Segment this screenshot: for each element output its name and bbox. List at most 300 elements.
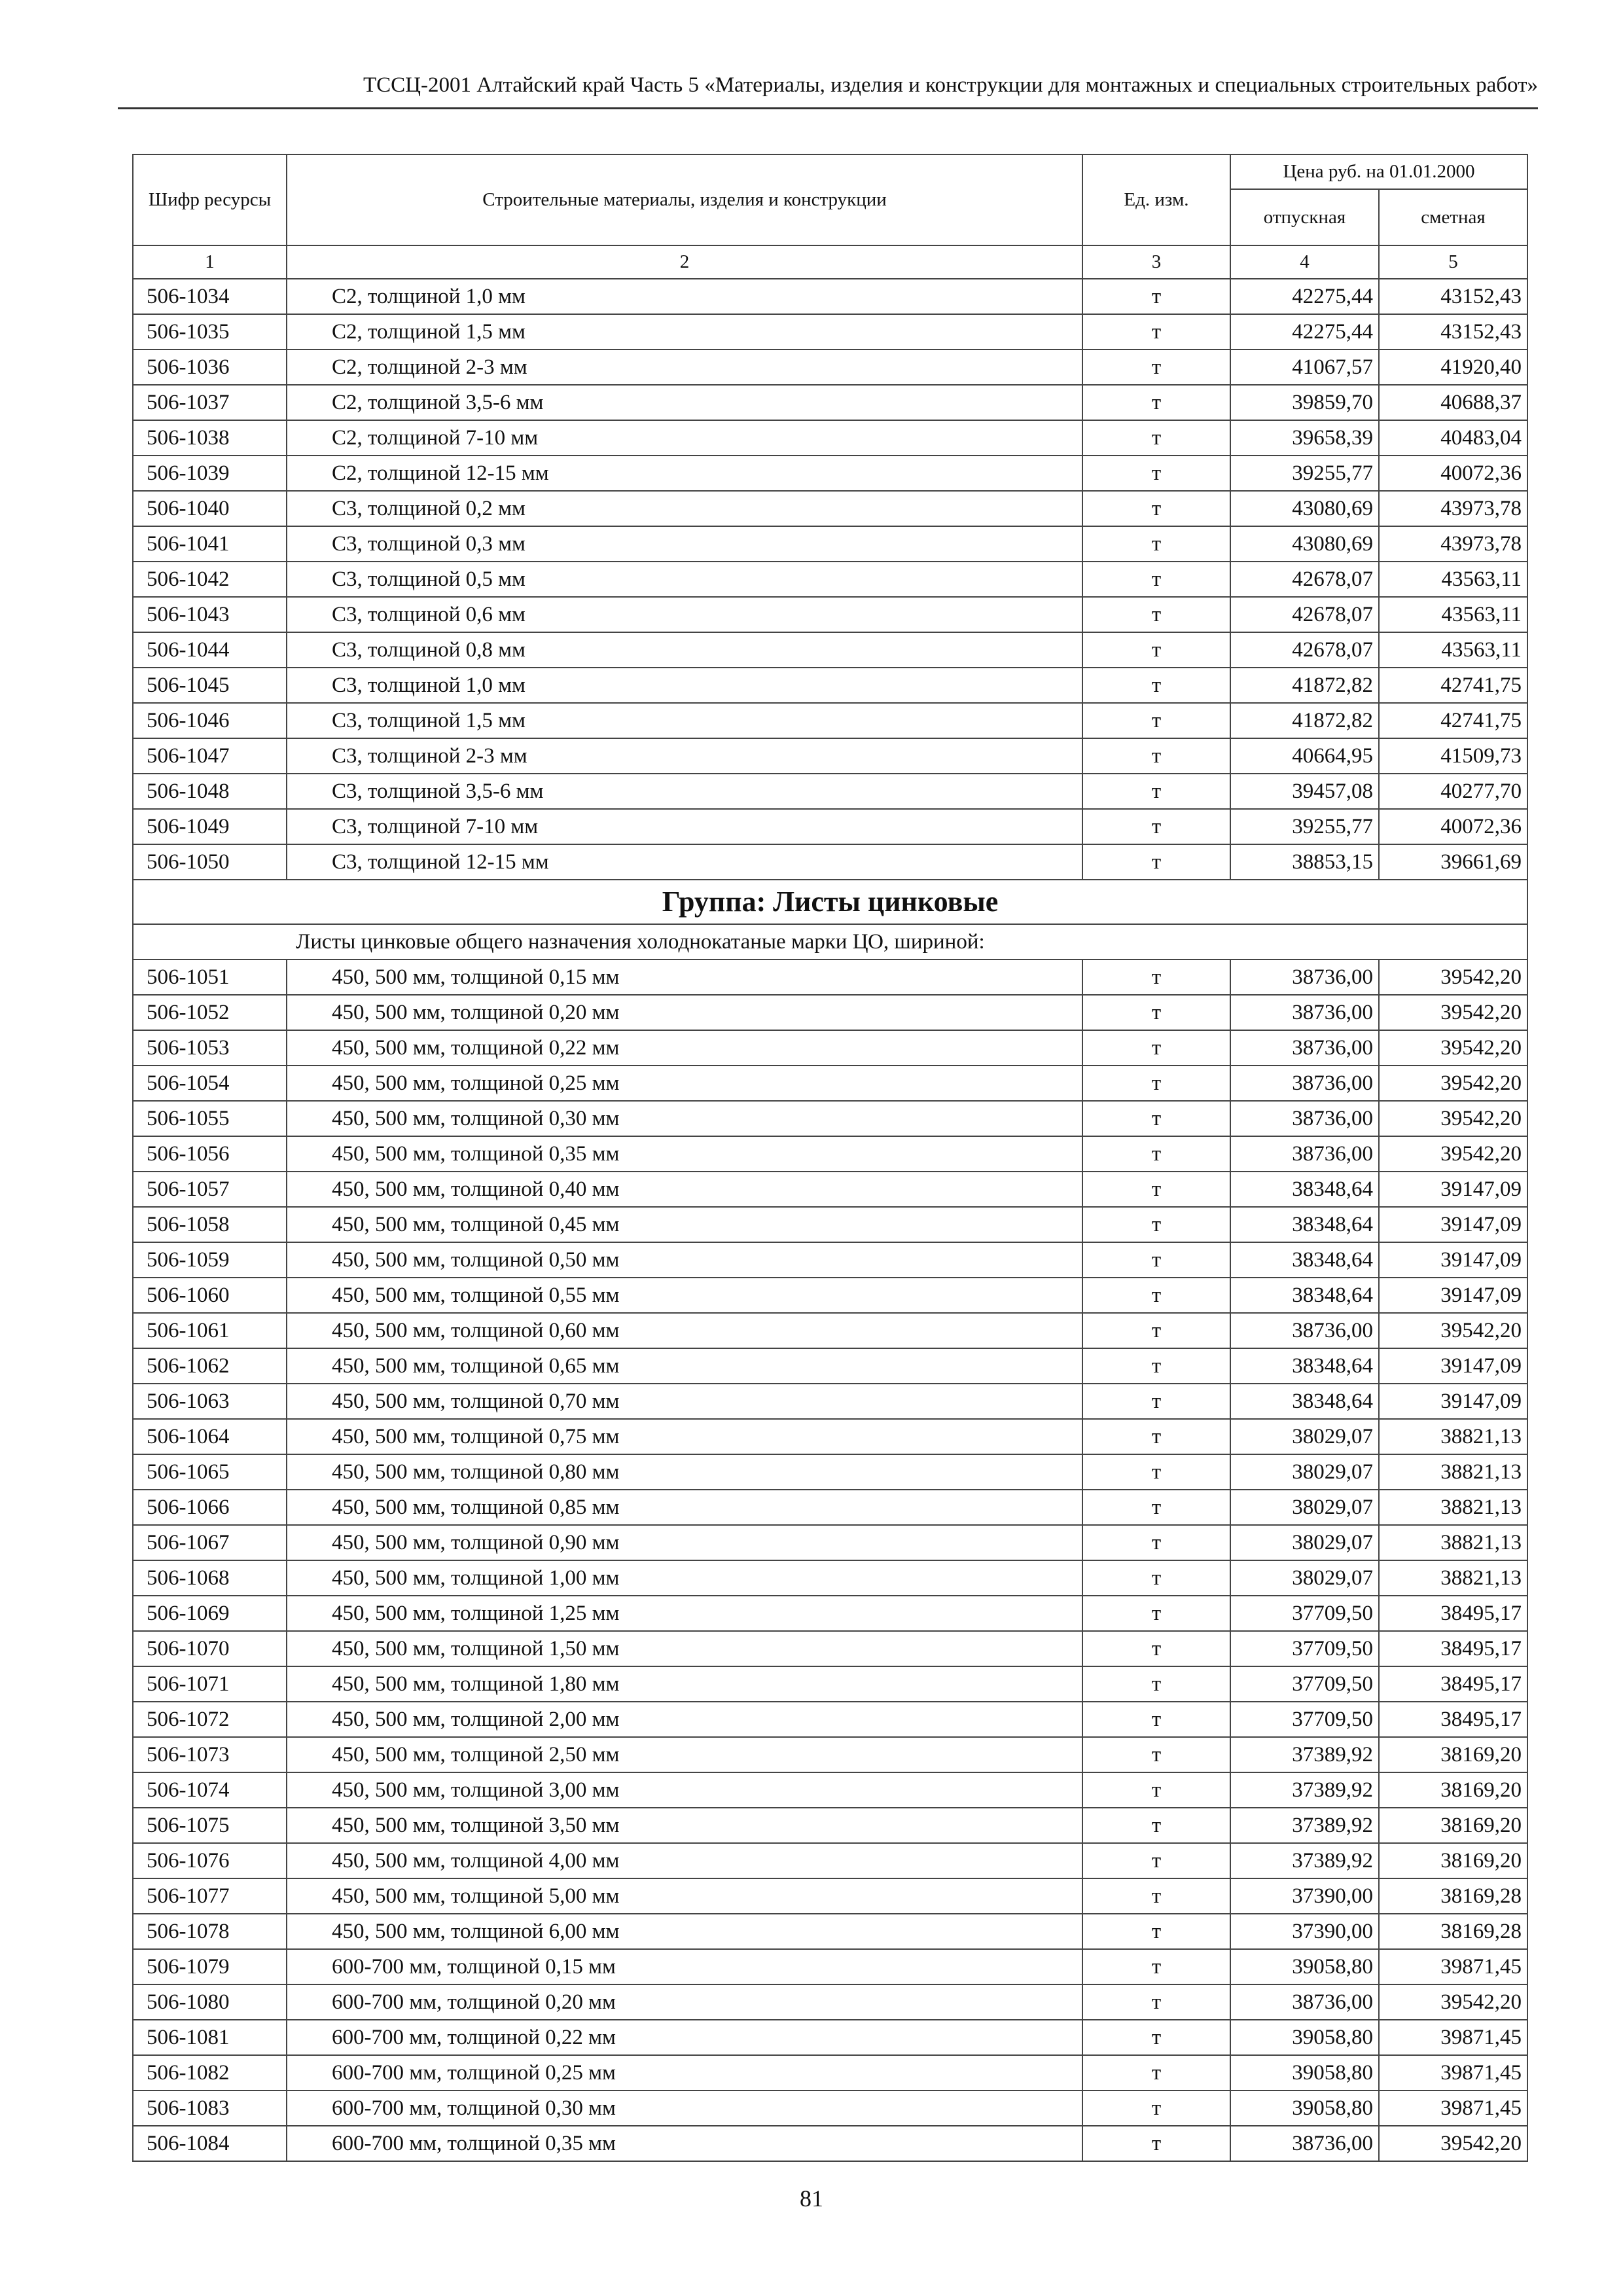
estimate-price: 39542,20: [1379, 1066, 1527, 1101]
table-row: [133, 1666, 1527, 1702]
estimate-price: 38821,13: [1379, 1490, 1527, 1525]
unit-of-measure: т: [1082, 1242, 1230, 1278]
release-price: 43080,69: [1230, 491, 1379, 526]
release-price: 42678,07: [1230, 632, 1379, 668]
unit-of-measure: т: [1082, 491, 1230, 526]
table-row: [133, 385, 1527, 420]
resource-code: 506-1053: [133, 1030, 287, 1066]
table-row: [133, 1772, 1527, 1808]
material-name: 600-700 мм, толщиной 0,15 мм: [287, 1949, 1082, 1984]
table-row: [133, 279, 1527, 314]
table-row: [133, 1136, 1527, 1172]
unit-of-measure: т: [1082, 562, 1230, 597]
release-price: 38029,07: [1230, 1490, 1379, 1525]
material-name: С3, толщиной 0,8 мм: [287, 632, 1082, 668]
resource-code: 506-1054: [133, 1066, 287, 1101]
unit-of-measure: т: [1082, 1984, 1230, 2020]
estimate-price: 38495,17: [1379, 1596, 1527, 1631]
estimate-price: 40483,04: [1379, 420, 1527, 456]
estimate-price: 39147,09: [1379, 1278, 1527, 1313]
estimate-price: 43152,43: [1379, 279, 1527, 314]
resource-code: 506-1069: [133, 1596, 287, 1631]
unit-of-measure: т: [1082, 1066, 1230, 1101]
table-row: [133, 314, 1527, 350]
resource-code: 506-1056: [133, 1136, 287, 1172]
table-row: [133, 1313, 1527, 1348]
unit-of-measure: т: [1082, 1454, 1230, 1490]
unit-of-measure: т: [1082, 1525, 1230, 1560]
estimate-price: 38169,28: [1379, 1878, 1527, 1914]
release-price: 37389,92: [1230, 1843, 1379, 1878]
resource-code: 506-1068: [133, 1560, 287, 1596]
release-price: 38348,64: [1230, 1384, 1379, 1419]
release-price: 38853,15: [1230, 844, 1379, 880]
group-title: Группа: Листы цинковые: [133, 880, 1527, 924]
release-price: 38736,00: [1230, 1313, 1379, 1348]
estimate-price: 38821,13: [1379, 1525, 1527, 1560]
release-price: 37389,92: [1230, 1737, 1379, 1772]
release-price: 37390,00: [1230, 1878, 1379, 1914]
unit-of-measure: т: [1082, 1666, 1230, 1702]
resource-code: 506-1060: [133, 1278, 287, 1313]
estimate-price: 39147,09: [1379, 1348, 1527, 1384]
resource-code: 506-1079: [133, 1949, 287, 1984]
unit-of-measure: т: [1082, 2126, 1230, 2161]
unit-of-measure: т: [1082, 1808, 1230, 1843]
resource-code: 506-1074: [133, 1772, 287, 1808]
release-price: 38029,07: [1230, 1560, 1379, 1596]
material-name: 600-700 мм, толщиной 0,35 мм: [287, 2126, 1082, 2161]
unit-of-measure: т: [1082, 1949, 1230, 1984]
release-price: 38029,07: [1230, 1454, 1379, 1490]
release-price: 37389,92: [1230, 1808, 1379, 1843]
estimate-price: 38495,17: [1379, 1702, 1527, 1737]
release-price: 38348,64: [1230, 1348, 1379, 1384]
release-price: 37390,00: [1230, 1914, 1379, 1949]
release-price: 40664,95: [1230, 738, 1379, 774]
material-name: С2, толщиной 3,5-6 мм: [287, 385, 1082, 420]
table-row: [133, 1207, 1527, 1242]
release-price: 38736,00: [1230, 1136, 1379, 1172]
table-row: [133, 2020, 1527, 2055]
unit-of-measure: т: [1082, 350, 1230, 385]
material-name: 450, 500 мм, толщиной 0,35 мм: [287, 1136, 1082, 1172]
release-price: 42275,44: [1230, 279, 1379, 314]
material-name: 450, 500 мм, толщиной 4,00 мм: [287, 1843, 1082, 1878]
material-name: С3, толщиной 12-15 мм: [287, 844, 1082, 880]
resource-code: 506-1037: [133, 385, 287, 420]
table-row: [133, 526, 1527, 562]
estimate-price: 39147,09: [1379, 1242, 1527, 1278]
material-name: 450, 500 мм, толщиной 2,00 мм: [287, 1702, 1082, 1737]
table-row: [133, 809, 1527, 844]
unit-of-measure: т: [1082, 1384, 1230, 1419]
column-number: 1: [133, 245, 287, 279]
estimate-price: 42741,75: [1379, 668, 1527, 703]
unit-of-measure: т: [1082, 1490, 1230, 1525]
material-name: 450, 500 мм, толщиной 1,25 мм: [287, 1596, 1082, 1631]
material-name: 450, 500 мм, толщиной 0,90 мм: [287, 1525, 1082, 1560]
release-price: 38348,64: [1230, 1278, 1379, 1313]
material-name: 600-700 мм, толщиной 0,20 мм: [287, 1984, 1082, 2020]
estimate-price: 39147,09: [1379, 1172, 1527, 1207]
material-name: С3, толщиной 0,2 мм: [287, 491, 1082, 526]
material-name: 450, 500 мм, толщиной 0,75 мм: [287, 1419, 1082, 1454]
material-name: 450, 500 мм, толщиной 0,60 мм: [287, 1313, 1082, 1348]
header-rule: [118, 107, 1538, 109]
release-price: 39255,77: [1230, 456, 1379, 491]
release-price: 41872,82: [1230, 703, 1379, 738]
material-name: С2, толщиной 12-15 мм: [287, 456, 1082, 491]
unit-of-measure: т: [1082, 2020, 1230, 2055]
estimate-price: 38821,13: [1379, 1560, 1527, 1596]
release-price: 39058,80: [1230, 2020, 1379, 2055]
release-price: 39058,80: [1230, 2055, 1379, 2090]
material-name: 450, 500 мм, толщиной 0,65 мм: [287, 1348, 1082, 1384]
estimate-price: 38169,20: [1379, 1808, 1527, 1843]
table-row: [133, 1172, 1527, 1207]
table-row: [133, 1242, 1527, 1278]
resource-code: 506-1082: [133, 2055, 287, 2090]
resource-code: 506-1044: [133, 632, 287, 668]
table-row: [133, 1030, 1527, 1066]
release-price: 39457,08: [1230, 774, 1379, 809]
header-unit: Ед. изм.: [1082, 154, 1230, 245]
estimate-price: 39871,45: [1379, 2055, 1527, 2090]
header-estimate-price: сметная: [1379, 189, 1527, 245]
release-price: 39859,70: [1230, 385, 1379, 420]
table-row: [133, 1525, 1527, 1560]
resource-code: 506-1059: [133, 1242, 287, 1278]
estimate-price: 38495,17: [1379, 1666, 1527, 1702]
header-code: Шифр ресурсы: [133, 154, 287, 245]
material-name: 450, 500 мм, толщиной 0,45 мм: [287, 1207, 1082, 1242]
resource-code: 506-1039: [133, 456, 287, 491]
release-price: 39255,77: [1230, 809, 1379, 844]
estimate-price: 38169,20: [1379, 1772, 1527, 1808]
release-price: 39058,80: [1230, 1949, 1379, 1984]
material-name: С3, толщиной 7-10 мм: [287, 809, 1082, 844]
release-price: 38736,00: [1230, 1984, 1379, 2020]
unit-of-measure: т: [1082, 1878, 1230, 1914]
resource-code: 506-1067: [133, 1525, 287, 1560]
table-row: [133, 1066, 1527, 1101]
table-row: [133, 1984, 1527, 2020]
table-row: [133, 1560, 1527, 1596]
estimate-price: 41509,73: [1379, 738, 1527, 774]
table-row: [133, 2090, 1527, 2126]
material-name: С3, толщиной 0,5 мм: [287, 562, 1082, 597]
release-price: 38736,00: [1230, 960, 1379, 995]
table-row: [133, 1384, 1527, 1419]
release-price: 42678,07: [1230, 562, 1379, 597]
resource-code: 506-1078: [133, 1914, 287, 1949]
resource-code: 506-1061: [133, 1313, 287, 1348]
material-name: 450, 500 мм, толщиной 1,80 мм: [287, 1666, 1082, 1702]
resource-code: 506-1055: [133, 1101, 287, 1136]
resource-code: 506-1080: [133, 1984, 287, 2020]
table-row: [133, 668, 1527, 703]
unit-of-measure: т: [1082, 1030, 1230, 1066]
table-row: [133, 1949, 1527, 1984]
material-name: 450, 500 мм, толщиной 0,15 мм: [287, 960, 1082, 995]
unit-of-measure: т: [1082, 1207, 1230, 1242]
material-name: 450, 500 мм, толщиной 0,70 мм: [287, 1384, 1082, 1419]
estimate-price: 39542,20: [1379, 2126, 1527, 2161]
table-row: [133, 1348, 1527, 1384]
material-name: 450, 500 мм, толщиной 3,00 мм: [287, 1772, 1082, 1808]
release-price: 42275,44: [1230, 314, 1379, 350]
estimate-price: 38169,20: [1379, 1843, 1527, 1878]
unit-of-measure: т: [1082, 2090, 1230, 2126]
resource-code: 506-1076: [133, 1843, 287, 1878]
resource-code: 506-1045: [133, 668, 287, 703]
material-name: 450, 500 мм, толщиной 5,00 мм: [287, 1878, 1082, 1914]
release-price: 37709,50: [1230, 1631, 1379, 1666]
estimate-price: 43563,11: [1379, 632, 1527, 668]
estimate-price: 39542,20: [1379, 1136, 1527, 1172]
material-name: С3, толщиной 1,0 мм: [287, 668, 1082, 703]
resource-code: 506-1070: [133, 1631, 287, 1666]
resource-code: 506-1041: [133, 526, 287, 562]
estimate-price: 40072,36: [1379, 456, 1527, 491]
resource-code: 506-1049: [133, 809, 287, 844]
release-price: 41872,82: [1230, 668, 1379, 703]
estimate-price: 40072,36: [1379, 809, 1527, 844]
resource-code: 506-1062: [133, 1348, 287, 1384]
table-body-section-b: [133, 960, 1527, 2161]
column-numbers-row: [133, 245, 1527, 279]
unit-of-measure: т: [1082, 1702, 1230, 1737]
unit-of-measure: т: [1082, 1348, 1230, 1384]
material-name: 450, 500 мм, толщиной 0,22 мм: [287, 1030, 1082, 1066]
material-name: 450, 500 мм, толщиной 0,20 мм: [287, 995, 1082, 1030]
table-row: [133, 995, 1527, 1030]
material-name: 450, 500 мм, толщиной 1,50 мм: [287, 1631, 1082, 1666]
unit-of-measure: т: [1082, 995, 1230, 1030]
unit-of-measure: т: [1082, 844, 1230, 880]
estimate-price: 39871,45: [1379, 2090, 1527, 2126]
resource-code: 506-1038: [133, 420, 287, 456]
table-row: [133, 491, 1527, 526]
table-row: [133, 420, 1527, 456]
unit-of-measure: т: [1082, 279, 1230, 314]
column-number: 5: [1379, 245, 1527, 279]
table-row: [133, 1490, 1527, 1525]
estimate-price: 39147,09: [1379, 1207, 1527, 1242]
resource-code: 506-1058: [133, 1207, 287, 1242]
material-name: 450, 500 мм, толщиной 0,50 мм: [287, 1242, 1082, 1278]
material-name: 450, 500 мм, толщиной 0,40 мм: [287, 1172, 1082, 1207]
column-number: 2: [287, 245, 1082, 279]
table-row: [133, 844, 1527, 880]
release-price: 38736,00: [1230, 1066, 1379, 1101]
unit-of-measure: т: [1082, 738, 1230, 774]
estimate-price: 41920,40: [1379, 350, 1527, 385]
resource-code: 506-1040: [133, 491, 287, 526]
material-name: С2, толщиной 7-10 мм: [287, 420, 1082, 456]
release-price: 38736,00: [1230, 1101, 1379, 1136]
estimate-price: 38169,20: [1379, 1737, 1527, 1772]
estimate-price: 39542,20: [1379, 1984, 1527, 2020]
header-name: Строительные материалы, изделия и конструкции: [287, 154, 1082, 245]
release-price: 38348,64: [1230, 1207, 1379, 1242]
table-row: [133, 350, 1527, 385]
table-row: [133, 1419, 1527, 1454]
table-row: [133, 1843, 1527, 1878]
material-name: С3, толщиной 2-3 мм: [287, 738, 1082, 774]
material-name: 450, 500 мм, толщиной 0,85 мм: [287, 1490, 1082, 1525]
document-header-title: ТССЦ-2001 Алтайский край Часть 5 «Материалы, изделия и конструкции для монтажных и специальных строительных работ»: [363, 73, 1538, 97]
material-name: 450, 500 мм, толщиной 0,30 мм: [287, 1101, 1082, 1136]
resource-code: 506-1075: [133, 1808, 287, 1843]
estimate-price: 39542,20: [1379, 960, 1527, 995]
material-name: 600-700 мм, толщиной 0,25 мм: [287, 2055, 1082, 2090]
table-row: [133, 1454, 1527, 1490]
table-row: [133, 456, 1527, 491]
resource-code: 506-1048: [133, 774, 287, 809]
release-price: 43080,69: [1230, 526, 1379, 562]
unit-of-measure: т: [1082, 420, 1230, 456]
table-row: [133, 738, 1527, 774]
release-price: 38029,07: [1230, 1525, 1379, 1560]
column-number: 4: [1230, 245, 1379, 279]
resource-code: 506-1042: [133, 562, 287, 597]
resource-code: 506-1036: [133, 350, 287, 385]
estimate-price: 38821,13: [1379, 1419, 1527, 1454]
estimate-price: 39147,09: [1379, 1384, 1527, 1419]
estimate-price: 38169,28: [1379, 1914, 1527, 1949]
unit-of-measure: т: [1082, 314, 1230, 350]
resource-code: 506-1083: [133, 2090, 287, 2126]
estimate-price: 43973,78: [1379, 526, 1527, 562]
unit-of-measure: т: [1082, 1596, 1230, 1631]
unit-of-measure: т: [1082, 960, 1230, 995]
release-price: 37389,92: [1230, 1772, 1379, 1808]
table-row: [133, 1631, 1527, 1666]
material-name: С3, толщиной 1,5 мм: [287, 703, 1082, 738]
estimate-price: 43973,78: [1379, 491, 1527, 526]
unit-of-measure: т: [1082, 1737, 1230, 1772]
release-price: 38348,64: [1230, 1242, 1379, 1278]
resource-code: 506-1072: [133, 1702, 287, 1737]
resource-code: 506-1051: [133, 960, 287, 995]
header-price: Цена руб. на 01.01.2000: [1230, 154, 1527, 189]
estimate-price: 39871,45: [1379, 2020, 1527, 2055]
table-row: [133, 2126, 1527, 2161]
unit-of-measure: т: [1082, 632, 1230, 668]
release-price: 37709,50: [1230, 1702, 1379, 1737]
material-name: 450, 500 мм, толщиной 1,00 мм: [287, 1560, 1082, 1596]
table-row: [133, 1278, 1527, 1313]
table-row: [133, 2055, 1527, 2090]
resource-code: 506-1073: [133, 1737, 287, 1772]
table-row: [133, 1702, 1527, 1737]
unit-of-measure: т: [1082, 456, 1230, 491]
estimate-price: 39542,20: [1379, 995, 1527, 1030]
table-row: [133, 960, 1527, 995]
material-name: 450, 500 мм, толщиной 2,50 мм: [287, 1737, 1082, 1772]
table-row: [133, 1808, 1527, 1843]
table-row: [133, 1596, 1527, 1631]
resource-code: 506-1063: [133, 1384, 287, 1419]
resource-code: 506-1052: [133, 995, 287, 1030]
material-name: С3, толщиной 3,5-6 мм: [287, 774, 1082, 809]
estimate-price: 39542,20: [1379, 1313, 1527, 1348]
resource-code: 506-1077: [133, 1878, 287, 1914]
unit-of-measure: т: [1082, 526, 1230, 562]
table-row: [133, 632, 1527, 668]
estimate-price: 40688,37: [1379, 385, 1527, 420]
unit-of-measure: т: [1082, 1843, 1230, 1878]
resource-code: 506-1057: [133, 1172, 287, 1207]
material-name: С2, толщиной 2-3 мм: [287, 350, 1082, 385]
price-table: [132, 154, 1528, 2162]
unit-of-measure: т: [1082, 809, 1230, 844]
unit-of-measure: т: [1082, 1101, 1230, 1136]
material-name: 600-700 мм, толщиной 0,22 мм: [287, 2020, 1082, 2055]
unit-of-measure: т: [1082, 1772, 1230, 1808]
estimate-price: 39871,45: [1379, 1949, 1527, 1984]
release-price: 38736,00: [1230, 2126, 1379, 2161]
table-row: [133, 1101, 1527, 1136]
estimate-price: 38495,17: [1379, 1631, 1527, 1666]
release-price: 37709,50: [1230, 1596, 1379, 1631]
material-name: С2, толщиной 1,0 мм: [287, 279, 1082, 314]
release-price: 42678,07: [1230, 597, 1379, 632]
table-row: [133, 774, 1527, 809]
release-price: 38736,00: [1230, 995, 1379, 1030]
unit-of-measure: т: [1082, 1560, 1230, 1596]
estimate-price: 40277,70: [1379, 774, 1527, 809]
unit-of-measure: т: [1082, 774, 1230, 809]
material-name: С3, толщиной 0,6 мм: [287, 597, 1082, 632]
resource-code: 506-1066: [133, 1490, 287, 1525]
unit-of-measure: т: [1082, 668, 1230, 703]
resource-code: 506-1081: [133, 2020, 287, 2055]
release-price: 39658,39: [1230, 420, 1379, 456]
material-name: 450, 500 мм, толщиной 0,55 мм: [287, 1278, 1082, 1313]
estimate-price: 43563,11: [1379, 597, 1527, 632]
header-release-price: отпускная: [1230, 189, 1379, 245]
group-section: [133, 880, 1527, 960]
material-name: 450, 500 мм, толщиной 3,50 мм: [287, 1808, 1082, 1843]
unit-of-measure: т: [1082, 1631, 1230, 1666]
material-name: 600-700 мм, толщиной 0,30 мм: [287, 2090, 1082, 2126]
resource-code: 506-1064: [133, 1419, 287, 1454]
estimate-price: 39661,69: [1379, 844, 1527, 880]
estimate-price: 38821,13: [1379, 1454, 1527, 1490]
resource-code: 506-1035: [133, 314, 287, 350]
release-price: 41067,57: [1230, 350, 1379, 385]
release-price: 38348,64: [1230, 1172, 1379, 1207]
material-name: С3, толщиной 0,3 мм: [287, 526, 1082, 562]
resource-code: 506-1084: [133, 2126, 287, 2161]
material-name: С2, толщиной 1,5 мм: [287, 314, 1082, 350]
resource-code: 506-1046: [133, 703, 287, 738]
estimate-price: 39542,20: [1379, 1101, 1527, 1136]
resource-code: 506-1065: [133, 1454, 287, 1490]
unit-of-measure: т: [1082, 1172, 1230, 1207]
material-name: 450, 500 мм, толщиной 0,25 мм: [287, 1066, 1082, 1101]
unit-of-measure: т: [1082, 1278, 1230, 1313]
unit-of-measure: т: [1082, 703, 1230, 738]
estimate-price: 43563,11: [1379, 562, 1527, 597]
unit-of-measure: т: [1082, 1419, 1230, 1454]
column-number: 3: [1082, 245, 1230, 279]
estimate-price: 39542,20: [1379, 1030, 1527, 1066]
unit-of-measure: т: [1082, 1914, 1230, 1949]
